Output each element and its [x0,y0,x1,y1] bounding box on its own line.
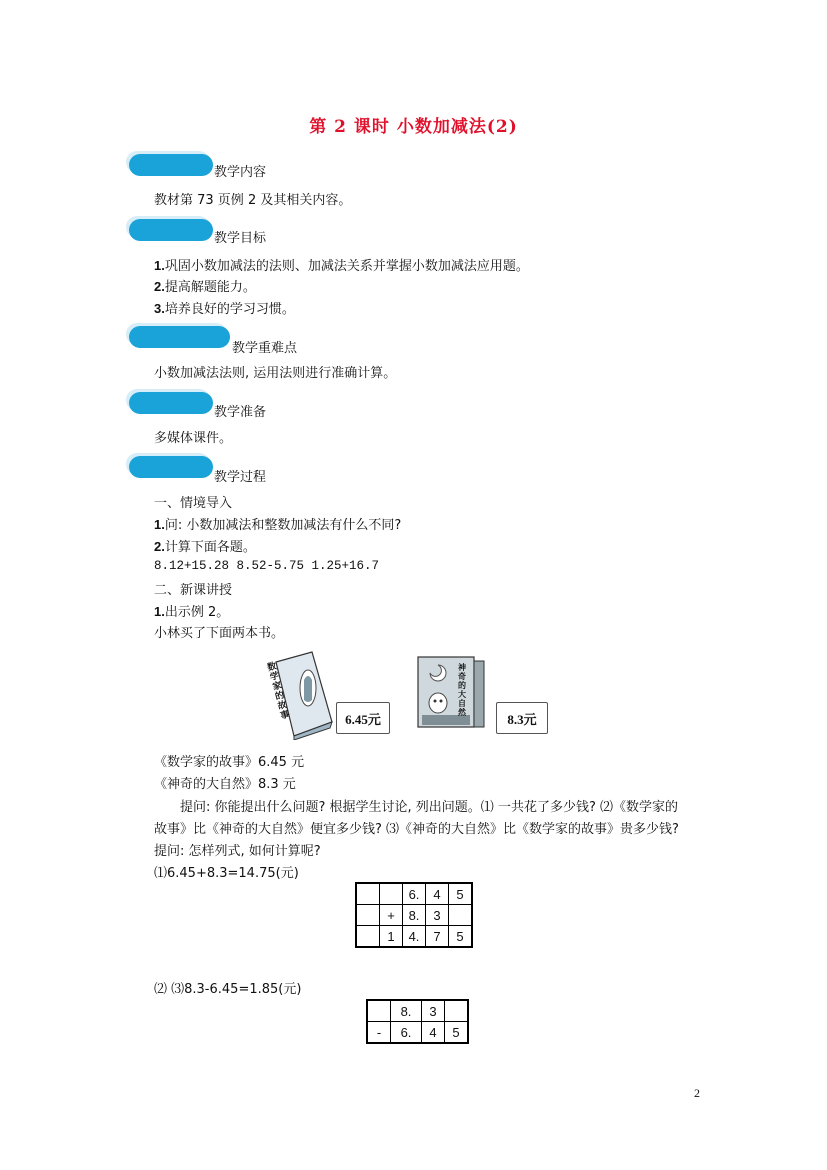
table-cell: 6. [391,1022,422,1044]
section-marker [129,154,213,176]
question-item: 1.问: 小数加减法和整数加减法有什么不同? [154,517,402,533]
table-row [367,1022,468,1044]
book2-cover-title: 神奇的大自然 [458,663,466,717]
goal-item: 1.巩固小数加减法的法则、加减法关系并掌握小数加减法应用题。 [154,258,529,274]
table-cell: 8. [391,1000,422,1022]
table-cell: 4 [426,883,449,905]
part-heading: 一、情境导入 [154,496,233,511]
goal-item: 2.提高解题能力。 [154,279,256,295]
section-marker [129,456,213,478]
step-item: 1.出示例 2。 [154,604,230,620]
table-cell [380,883,403,905]
price-tag: 8.3元 [496,702,548,734]
goal-item: 3.培养良好的学习习惯。 [154,301,295,317]
table-cell: 3 [422,1000,445,1022]
table-cell [356,883,380,905]
table-cell: 4. [403,926,426,948]
paragraph-line: 提问: 你能提出什么问题? 根据学生讨论, 列出问题。⑴ 一共花了多少钱? ⑵《数学家的 [180,800,678,815]
story-text: 小林买了下面两本书。 [154,626,285,641]
section-marker [129,326,230,348]
vertical-subtraction-table [366,999,469,1044]
section-label-difficulty: 教学重难点 [232,341,298,356]
section-marker [129,392,213,414]
content-text: 教材第 73 页例 2 及其相关内容。 [154,193,352,208]
table-row [356,883,472,905]
table-row [356,905,472,926]
table-cell: 1 [380,926,403,948]
prep-text: 多媒体课件。 [154,431,233,446]
table-cell: 6. [403,883,426,905]
table-cell [356,926,380,948]
table-cell: - [367,1022,391,1044]
section-label-process: 教学过程 [214,470,267,485]
difficulty-text: 小数加减法法则, 运用法则进行准确计算。 [154,366,397,381]
table-cell: 4 [422,1022,445,1044]
equation-line: ⑵ ⑶8.3-6.45=1.85(元) [154,982,302,997]
section-marker [129,219,213,241]
table-cell [356,905,380,926]
table-cell: 5 [445,1022,469,1044]
table-cell: 7 [426,926,449,948]
book-illustration-nature [416,655,488,731]
table-cell: 5 [449,883,473,905]
page-number: 2 [694,1086,700,1100]
section-label-content: 教学内容 [214,165,267,180]
book1-cover-title: 数学家的故事 [266,661,291,722]
book-price-line: 《数学家的故事》6.45 元 [154,755,305,770]
section-label-prep: 教学准备 [214,405,267,420]
exercise-line: 8.12+15.28 8.52-5.75 1.25+16.7 [154,559,380,573]
section-label-goals: 教学目标 [214,231,267,246]
table-cell [449,905,473,926]
table-row [367,1000,468,1022]
table-cell [367,1000,391,1022]
paragraph-line: 故事》比《神奇的大自然》便宜多少钱? ⑶《神奇的大自然》比《数学家的故事》贵多少钱? [154,822,679,837]
page-title: 第 2 课时 小数加减法(2) [309,117,518,137]
table-cell: 3 [426,905,449,926]
equation-line: ⑴6.45+8.3=14.75(元) [154,866,299,881]
table-cell [445,1000,469,1022]
book-price-line: 《神奇的大自然》8.3 元 [154,777,296,792]
question-item: 2.计算下面各题。 [154,539,256,555]
vertical-addition-table [355,882,473,948]
part-heading: 二、新课讲授 [154,583,233,598]
table-row [356,926,472,948]
table-cell: 8. [403,905,426,926]
table-cell: 5 [449,926,473,948]
table-cell: + [380,905,403,926]
paragraph-line: 提问: 怎样列式, 如何计算呢? [154,844,321,859]
price-tag: 6.45元 [336,702,390,734]
